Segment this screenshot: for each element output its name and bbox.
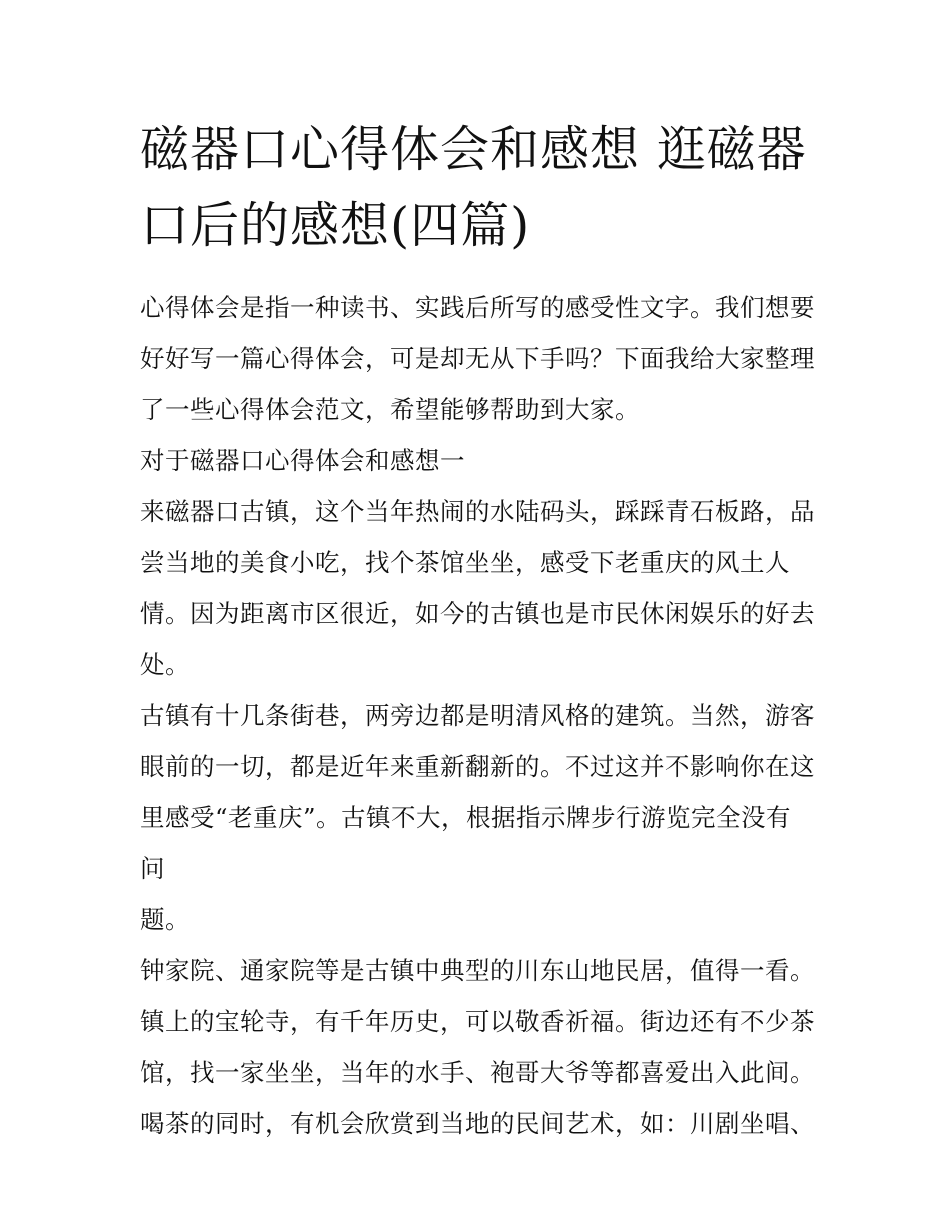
section-heading: 对于磁器口心得体会和感想一 [140,446,465,475]
paragraph-arrival: 来磁器口古镇，这个当年热闹的水陆码头，踩踩青石板路，品 尝当地的美食小吃，找个茶馆坐坐，感受下老重庆的风土人 情。因为距离市区很近，如今的古镇也是市民休闲娱乐的好去 处。 [140,497,815,679]
document-body [140,282,815,1149]
paragraph-intro: 心得体会是指一种读书、实践后所写的感受性文字。我们想要 好好写一篇心得体会，可是却无从下手吗？下面我给大家整理 了一些心得体会范文，希望能够帮助到大家。 [140,293,815,424]
document-title: 磁器口心得体会和感想 逛磁器 口后的感想(四篇) [140,121,807,254]
paragraph-residences: 钟家院、通家院等是古镇中典型的川东山地民居，值得一看。 镇上的宝轮寺，有千年历史，可以敬香祈福。街边还有不少茶 馆，找一家坐坐，当年的水手、袍哥大爷等都喜爱出入此间。 喝茶的同时，有机会欣赏到当地的民间艺术，如：川剧坐唱、 [140,956,815,1138]
paragraph-streets: 古镇有十几条街巷，两旁边都是明清风格的建筑。当然，游客 眼前的一切，都是近年来重新翻新的。不过这并不影响你在这 里感受“老重庆”。古镇不大，根据指示牌步行游览完全没有问 题。 [140,701,815,934]
